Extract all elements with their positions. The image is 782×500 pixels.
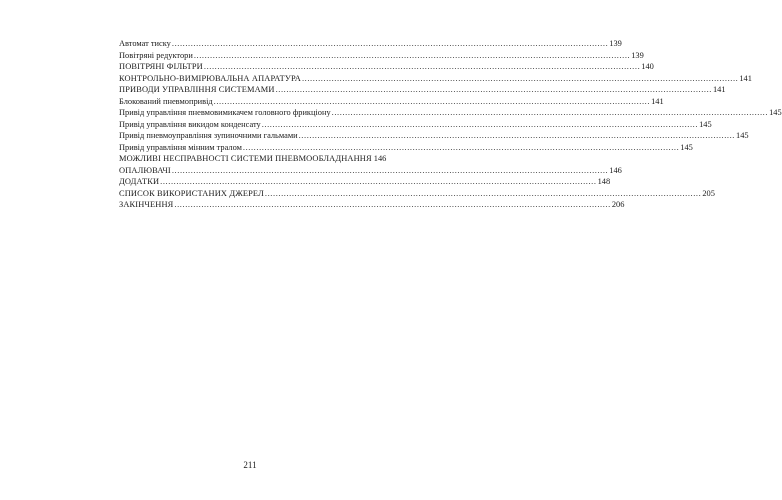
toc-entry-title: МОЖЛИВІ НЕСПРАВНОСТІ СИСТЕМИ ПНЕВМООБЛАДНАННЯ <box>119 154 372 163</box>
toc-dot-leader <box>172 165 608 177</box>
toc-dot-leader <box>214 96 650 108</box>
toc-entry-title: ДОДАТКИ <box>119 177 160 186</box>
toc-entry <box>119 107 782 119</box>
toc-dot-leader <box>276 84 712 96</box>
toc-dot-leader <box>172 38 608 50</box>
toc-entry-page: 141 <box>739 73 752 83</box>
toc-entry <box>119 73 752 85</box>
toc-entry <box>119 188 715 200</box>
toc-dot-leader <box>194 50 630 62</box>
toc-entry-page: 145 <box>699 119 712 129</box>
toc-entry-title: Привід пневмоуправління зупиночними гальмами <box>119 131 298 140</box>
toc-dot-leader <box>174 199 610 211</box>
page-number: 211 <box>243 460 257 470</box>
toc-entry <box>119 153 387 165</box>
toc-entry-page: 146 <box>609 165 622 175</box>
toc-dot-leader <box>299 130 735 142</box>
toc-entry-page: 145 <box>736 131 749 140</box>
toc-entry-page: 148 <box>597 177 611 186</box>
table-of-contents <box>119 38 782 211</box>
toc-entry-title: Привід управління пневмовимикачем головного фрикціону <box>119 108 331 117</box>
toc-dot-leader <box>265 188 701 200</box>
toc-entry-title: Привід управління викидом конденсату <box>119 119 261 129</box>
toc-entry-title: ЗАКІНЧЕННЯ <box>119 200 174 209</box>
toc-dot-leader <box>160 176 596 188</box>
toc-entry-title: ПРИВОДИ УПРАВЛІННЯ СИСТЕМАМИ <box>119 85 275 94</box>
toc-dot-leader <box>332 107 768 119</box>
toc-entry-page: 145 <box>680 142 693 152</box>
toc-entry <box>119 50 644 62</box>
toc-entry-title: Привід управління мінним тралом <box>119 142 242 152</box>
toc-entry-page: 141 <box>651 96 664 106</box>
toc-entry <box>119 176 611 188</box>
toc-entry-title: КОНТРОЛЬНО-ВИМІРЮВАЛЬНА АПАРАТУРА <box>119 73 301 83</box>
toc-dot-leader <box>243 142 679 154</box>
toc-entry-title: ОПАЛЮВАЧІ <box>119 165 171 175</box>
toc-entry-title: Блокований пневмопривід <box>119 96 213 106</box>
toc-entry <box>119 96 664 108</box>
toc-entry <box>119 61 654 73</box>
toc-entry-title: Повітряні редуктори <box>119 50 193 60</box>
toc-entry <box>119 142 693 154</box>
toc-entry-title: СПИСОК ВИКОРИСТАНИХ ДЖЕРЕЛ <box>119 188 264 198</box>
toc-dot-leader <box>302 73 738 85</box>
toc-entry-title: Автомат тиску <box>119 39 171 48</box>
toc-entry <box>119 119 712 131</box>
toc-entry-page: 141 <box>712 85 726 94</box>
toc-entry-page: 139 <box>631 50 644 60</box>
toc-entry-page: 139 <box>609 39 622 48</box>
toc-entry <box>119 38 622 50</box>
toc-entry <box>119 165 622 177</box>
toc-entry-page: 206 <box>611 200 625 209</box>
toc-entry-page: 140 <box>641 62 654 71</box>
toc-entry <box>119 199 625 211</box>
toc-dot-leader <box>262 119 698 131</box>
toc-entry <box>119 130 749 142</box>
toc-entry-title: ПОВІТРЯНІ ФІЛЬТРИ <box>119 62 203 71</box>
toc-entry-page: 145 <box>769 108 782 117</box>
toc-entry <box>119 84 726 96</box>
toc-entry-page: 205 <box>702 188 715 198</box>
toc-dot-leader <box>204 61 640 73</box>
toc-entry-page: 146 <box>373 154 387 163</box>
